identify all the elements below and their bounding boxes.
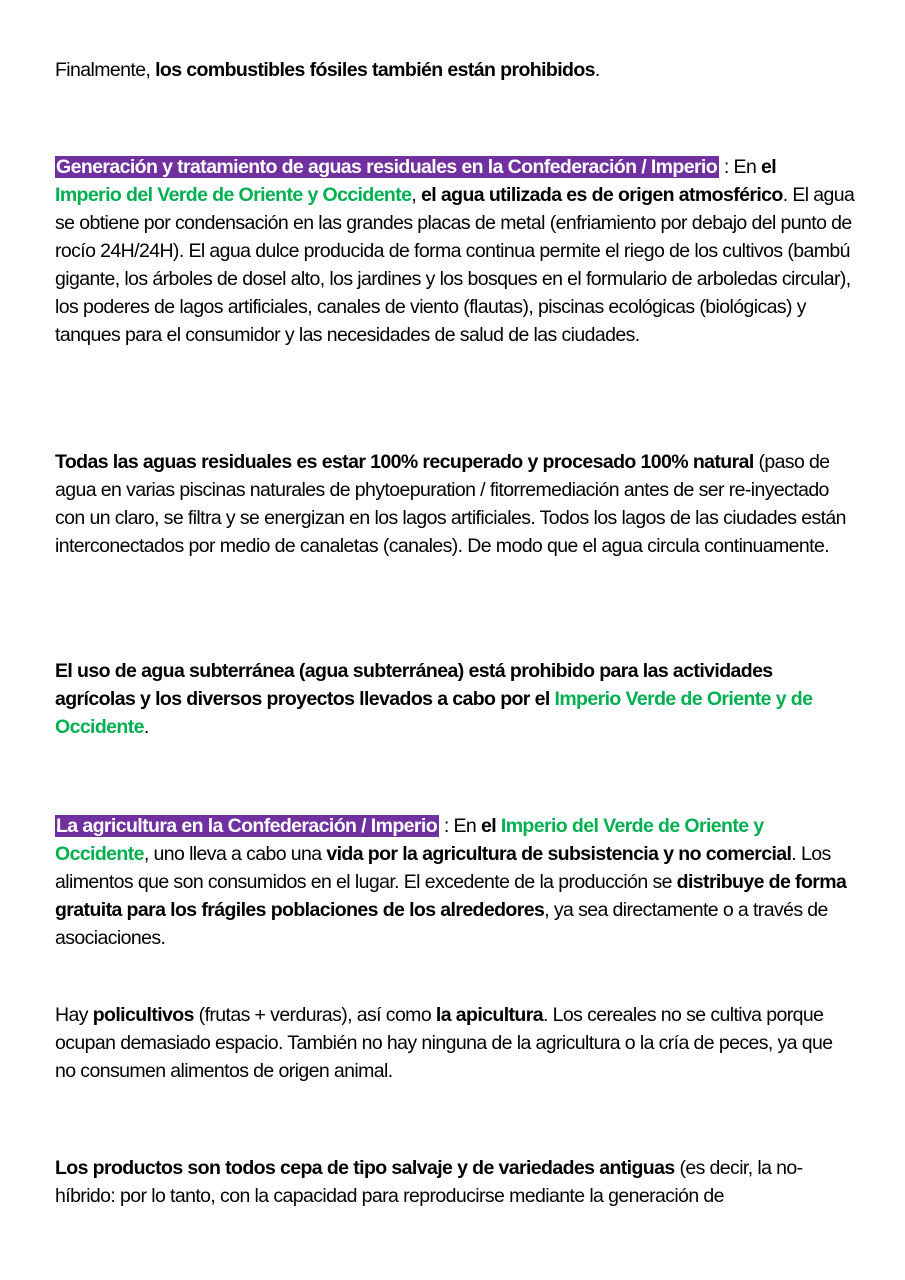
empire-name: Imperio del Verde de Oriente y Occidente (55, 184, 412, 206)
text: , uno lleva a cabo una (143, 843, 327, 865)
text: . El agua se obtiene por condensación en las grandes placas de metal (enfriamiento por debajo del punto de rocío 24H/24H). El agua dulce producida de forma continua permite el riego de los cultivos (bambú gigante, los árboles de dosel alto, los jardines y los bosques en el formulario de arboledas circular), los poderes de lagos artificiales, canales de viento (flautas), piscinas ecológicas (biológicas) y tanques para el consumidor y las necesidades de salud de las ciudades. (55, 184, 855, 346)
bold-text: el (480, 815, 497, 837)
text: , ya sea directamente o a través de asociaciones. (55, 899, 828, 949)
bold-text: Todas las aguas residuales es estar 100% recuperado y procesado 100% natural (55, 451, 754, 473)
paragraph-agriculture (55, 812, 855, 952)
text: . (594, 59, 600, 81)
bold-text: policultivos (92, 1004, 194, 1026)
paragraph-fossil-fuels (55, 56, 855, 84)
empire-name: Imperio Verde de Oriente y de Occidente (55, 688, 813, 738)
bold-text: la apicultura (435, 1004, 543, 1026)
text: (es decir, la no-híbrido: por lo tanto, con la capacidad para reproducirse mediante la generación de (55, 1157, 803, 1207)
bold-text: Los productos son todos cepa de tipo salvaje y de variedades antiguas (55, 1157, 675, 1179)
paragraph-polyculture (55, 1001, 855, 1085)
text: Hay (55, 1004, 93, 1026)
bold-text: los combustibles fósiles también están prohibidos (155, 59, 595, 81)
text: : En (719, 156, 762, 178)
paragraph-wastewater (55, 153, 855, 349)
text: : En (439, 815, 481, 837)
paragraph-groundwater (55, 657, 855, 741)
bold-text: vida por la agricultura de subsistencia y no comercial (326, 843, 792, 865)
bold-text: el agua utilizada es de origen atmosférico (421, 184, 783, 206)
bold-text: El uso de agua subterránea (agua subterránea) está prohibido para las actividades agrícolas y los diversos proyectos llevados a cabo por el (55, 660, 773, 710)
empire-name: Imperio del Verde de Oriente y Occidente (55, 815, 764, 865)
section-heading-agriculture: La agricultura en la Confederación / Imperio (56, 815, 438, 837)
text: . Los alimentos que son consumidos en el lugar. El excedente de la producción se (55, 843, 831, 893)
text: Finalmente, (55, 59, 156, 81)
bold-text: el (761, 156, 777, 178)
text: . Los cereales no se cultiva porque ocupan demasiado espacio. También no hay ninguna de la agricultura o la cría de peces, ya que no consumen alimentos de origen animal. (55, 1004, 833, 1082)
paragraph-products (55, 1154, 855, 1210)
text: (paso de agua en varias piscinas naturales de phytoepuration / fitorremediación antes de ser re-inyectado con un claro, se filtra y se energizan en los lagos artificiales. Todos los lagos de las ciudades están interconectados por medio de canaletas (canales). De modo que el agua circula continuamente. (55, 451, 846, 557)
text: , (411, 184, 422, 206)
text: (frutas + verduras), así como (193, 1004, 436, 1026)
paragraph-recovered-water (55, 448, 855, 560)
section-heading-wastewater: Generación y tratamiento de aguas residuales en la Confederación / Imperio (56, 156, 718, 178)
text: . (143, 716, 149, 738)
bold-text: distribuye de forma gratuita para los frágiles poblaciones de los alrededores (55, 871, 847, 921)
